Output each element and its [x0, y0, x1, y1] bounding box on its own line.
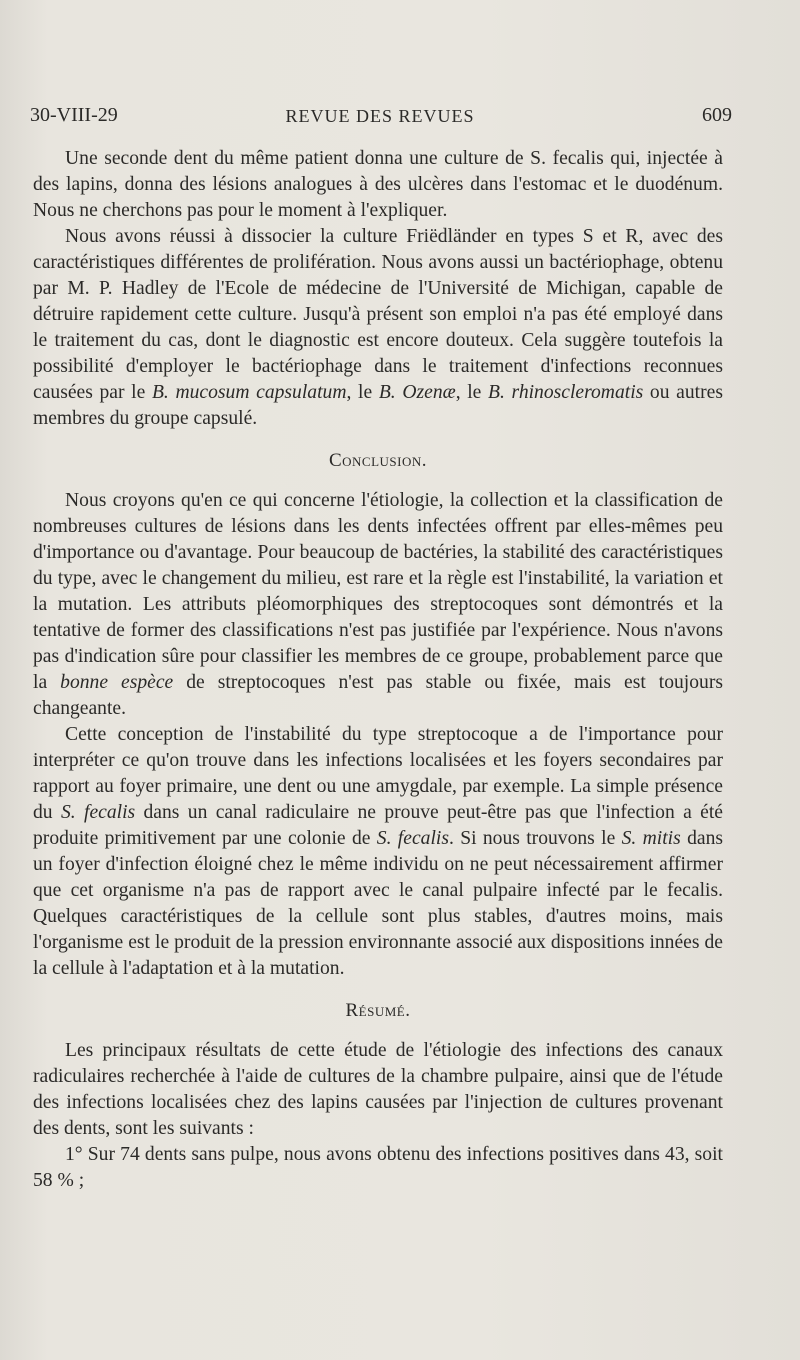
issue-date: 30-VIII-29 [30, 104, 118, 126]
body-text [33, 146, 723, 1194]
paragraph-patient-culture: Une seconde dent du même patient donna une culture de S. fecalis qui, injectée à des lapins, donna des lésions analogues à des ulcères dans l'estomac et le duodénum. Nous ne cherchons pas pour le moment à l'expliquer. [33, 148, 723, 221]
journal-title: REVUE DES REVUES [285, 106, 475, 126]
section-heading-conclusion: Conclusion. [328, 450, 428, 471]
paragraph-instability: Cette conception de l'instabilité du type streptocoque a de l'importance pour interpréter ce qu'on trouve dans les infections localisées et les foyers secondaires par rapport au foyer primaire, une dent ou une amygdale, par exemple. La simple présence du S. fecalis dans un canal radiculaire ne prouve peut-être pas que l'infection a été produite primitivement par une colonie de S. fecalis. Si nous trouvons le S. mitis dans un foyer d'infection éloigné chez le même individu on ne peut nécessairement affirmer que cet organisme n'a pas de rapport avec le canal pulpaire infecté par le fecalis. Quelques caractéristiques de la cellule sont plus stables, d'autres moins, mais l'organisme est le produit de la pression environnante associé aux dispositions innées de la cellule à l'adaptation et à la mutation. [33, 724, 724, 979]
paragraph-conclusion: Nous croyons qu'en ce qui concerne l'étiologie, la collection et la classification de nombreuses cultures de lésions dans les dents infectées offrent par elles-mêmes peu d'importance ou d'avantage. Pour beaucoup de bactéries, la stabilité des caractéristiques du type, avec le changement du milieu, est rare et la règle est l'instabilité, la variation et la mutation. Les attributs pléomorphiques des streptocoques sont démontrés et la tentative de former des classifications n'est pas justifiée par l'expérience. Nous n'avons pas d'indication sûre pour classifier les membres de ce groupe, probablement parce que la bonne espèce de streptocoques n'est pas stable ou fixée, mais est toujours changeante. [33, 490, 723, 719]
paragraph-summary-item-1: 1° Sur 74 dents sans pulpe, nous avons obtenu des infections positives dans 43, soit 58 % ; [33, 1144, 723, 1191]
paragraph-friedlander: Nous avons réussi à dissocier la culture Friëdländer en types S et R, avec des caractéristiques différentes de prolifération. Nous avons aussi un bactériophage, obtenu par M. P. Hadley de l'Ecole de médecine de l'Université de Michigan, capable de détruire rapidement cette culture. Jusqu'à présent son emploi n'a pas été employé dans le traitement du cas, dont le diagnostic est encore douteux. Cela suggère toutefois la possibilité d'employer le bactériophage dans le traitement d'infections reconnues causées par le B. mucosum capsulatum, le B. Ozenæ, le B. rhinoscleromatis ou autres membres du groupe capsulé. [33, 226, 723, 429]
page-number: 609 [702, 104, 732, 126]
running-head [30, 104, 730, 130]
paragraph-summary-intro: Les principaux résultats de cette étude de l'étiologie des infections des canaux radiculaires recherchée à l'aide de cultures de la chambre pulpaire, ainsi que de l'étude des infections localisées chez des lapins causées par l'injection de cultures provenant des dents, sont les suivants : [33, 1040, 723, 1139]
section-heading-resume: Résumé. [345, 1000, 411, 1021]
